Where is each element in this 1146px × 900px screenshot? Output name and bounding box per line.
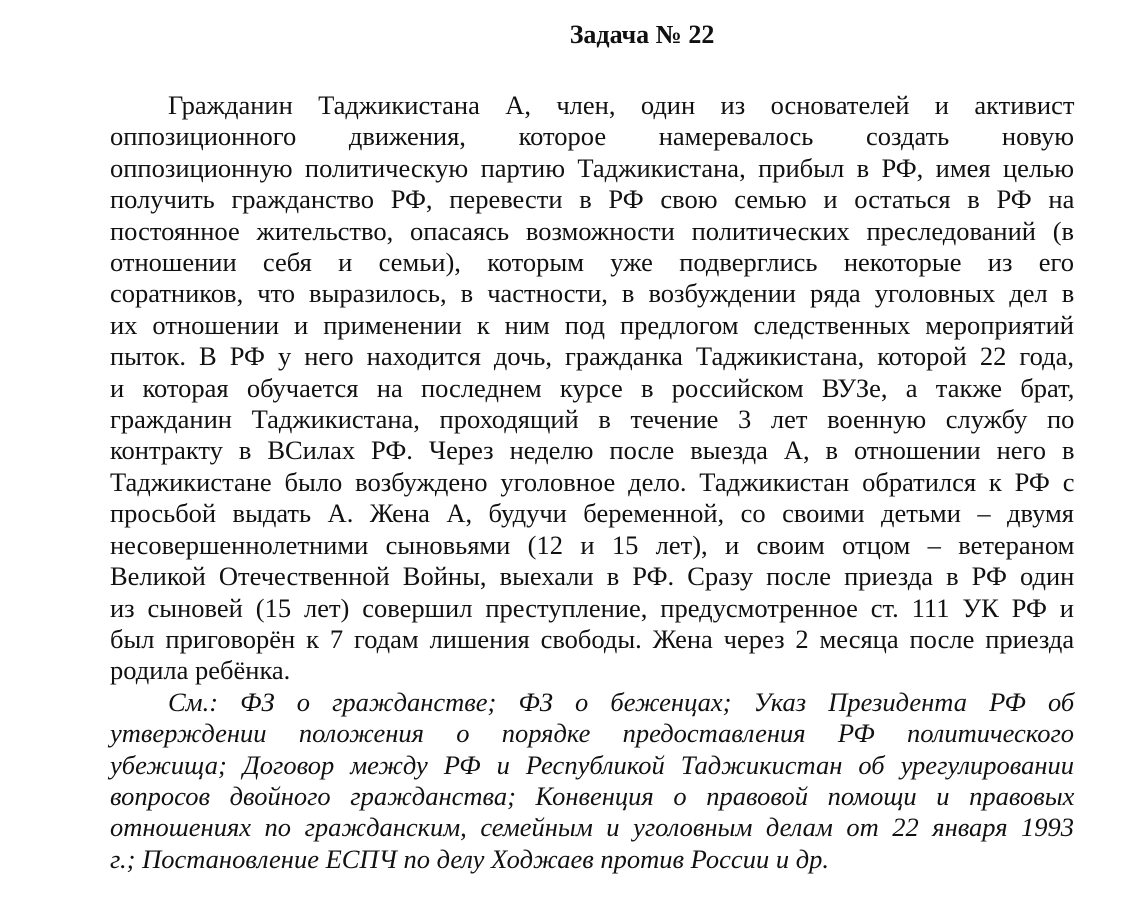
body-line: родила ребёнка. [110,655,291,686]
reference-line: См.: ФЗ о гражданстве; ФЗ о беженцах; Указ Президента РФ об [168,686,1075,717]
body-line: их отношении и применении к ним под предлогом следственных мероприятий [110,309,1074,340]
body-line: Гражданин Таджикистана А, член, один из основателей и активист [168,90,1075,120]
references [110,687,1074,875]
reference-line: вопросов двойного гражданства; Конвенция о правовой помощи и правовых [110,780,1075,811]
document-page [110,18,1074,875]
reference-line: отношениях по гражданским, семейным и уголовным делам от 22 января 1993 [110,812,1075,843]
body-line: Великой Отечественной Войны, выехали в РФ. Сразу после приезда в РФ один [110,561,1075,592]
body-line: контракту в ВСилах РФ. Через неделю после выезда А, в отношении него в [110,435,1075,466]
body-line: постоянное жительство, опасаясь возможности политических преследований (в [110,215,1075,246]
body-line: Таджикистане было возбуждено уголовное дело. Таджикистан обратился к РФ с [110,466,1075,497]
body-line: пыток. В РФ у него находится дочь, гражданка Таджикистана, которой 22 года, [110,341,1074,372]
body-line: из сыновей (15 лет) совершил преступление, предусмотренное ст. 111 УК РФ и [110,592,1074,623]
reference-line: г.; Постановление ЕСПЧ по делу Ходжаев против России и др. [110,843,829,874]
body-line: отношении себя и семьи), которым уже подверглись некоторые из его [110,247,1074,278]
reference-line: утверждении положения о порядке предоставления РФ политического [110,718,1075,749]
body-line: получить гражданство РФ, перевести в РФ свою семью и остаться в РФ на [110,184,1075,215]
task-body [110,90,1074,687]
body-line: и которая обучается на последнем курсе в российском ВУЗе, а также брат, [110,372,1075,403]
body-line: просьбой выдать А. Жена А, будучи беременной, со своими детьми – двумя [110,498,1074,529]
reference-line: убежища; Договор между РФ и Республикой Таджикистан об урегулировании [110,749,1074,780]
body-line: соратников, что выразилось, в частности, в возбуждении ряда уголовных дел в [110,278,1075,309]
body-line: несовершеннолетними сыновьями (12 и 15 лет), и своим отцом – ветераном [110,529,1075,560]
body-line: гражданин Таджикистана, проходящий в течение 3 лет военную службу по [110,404,1075,435]
task-title: Задача № 22 [569,20,715,49]
body-line: оппозиционного движения, которое намеревалось создать новую [110,121,1074,152]
body-line: оппозиционную политическую партию Таджикистана, прибыл в РФ, имея целью [110,152,1075,183]
body-line: был приговорён к 7 годам лишения свободы. Жена через 2 месяца после приезда [110,623,1075,654]
